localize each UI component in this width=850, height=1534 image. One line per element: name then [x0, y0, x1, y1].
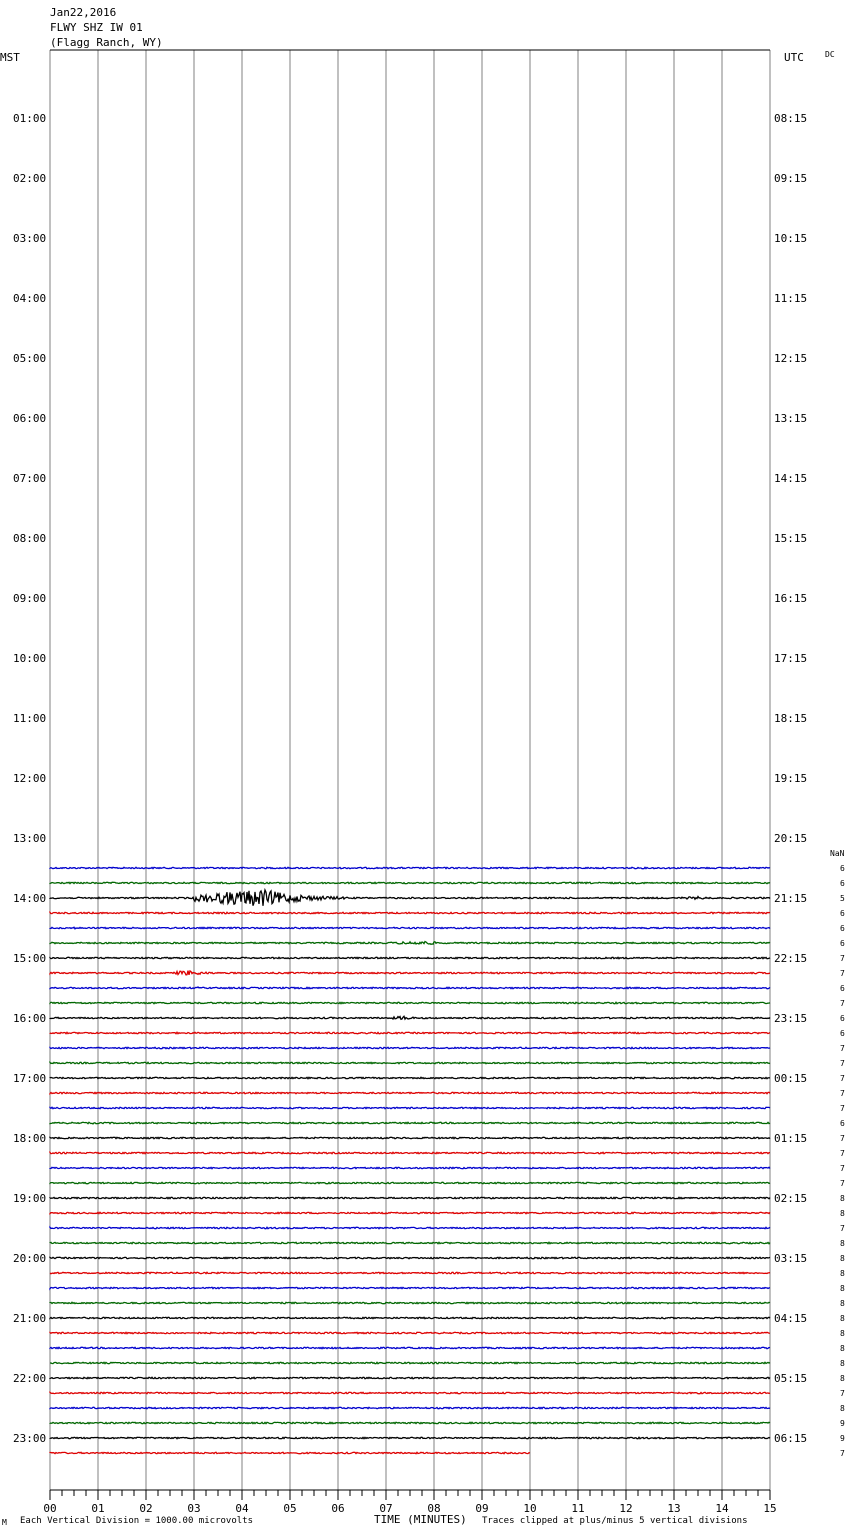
trace-line: [50, 1167, 770, 1168]
x-tick-label: 09: [475, 1502, 489, 1515]
trace-line: [50, 1002, 770, 1003]
hour-labels: [13, 112, 807, 1445]
mst-hour-label: 23:00: [13, 1432, 47, 1445]
header-station: FLWY SHZ IW 01: [50, 21, 143, 34]
trace-line: [50, 927, 770, 929]
trace-line: [50, 957, 770, 958]
trace-line: [50, 1197, 770, 1198]
mst-hour-label: 07:00: [13, 472, 47, 485]
trace-value-label: 9: [840, 1419, 845, 1428]
trace-value-label: 7: [840, 1179, 845, 1188]
trace-line: [50, 1287, 770, 1288]
trace-line: [50, 1377, 770, 1378]
x-axis-title: TIME (MINUTES): [374, 1513, 467, 1526]
mst-hour-label: 02:00: [13, 172, 47, 185]
footer-left-mark: M: [2, 1518, 7, 1527]
x-tick-label: 15: [763, 1502, 777, 1515]
mst-hour-label: 05:00: [13, 352, 47, 365]
x-tick-label: 14: [715, 1502, 729, 1515]
trace-value-label: 7: [840, 1134, 845, 1143]
utc-hour-label: 09:15: [774, 172, 808, 185]
trace-line: [50, 1332, 770, 1333]
trace-value-label: 7: [840, 1389, 845, 1398]
trace-values: [840, 864, 845, 1458]
utc-hour-label: 03:15: [774, 1252, 808, 1265]
x-tick-label: 04: [235, 1502, 249, 1515]
mst-hour-label: 04:00: [13, 292, 47, 305]
trace-value-label: 8: [840, 1314, 845, 1323]
trace-line: [50, 1182, 770, 1183]
trace-line: [50, 1032, 770, 1033]
trace-value-label: 6: [840, 909, 845, 918]
utc-hour-label: 05:15: [774, 1372, 808, 1385]
utc-hour-label: 14:15: [774, 472, 808, 485]
trace-line: [50, 1122, 770, 1124]
mst-hour-label: 16:00: [13, 1012, 47, 1025]
traces: [50, 867, 770, 1453]
utc-hour-label: 22:15: [774, 952, 808, 965]
header-location: (Flagg Ranch, WY): [50, 36, 163, 49]
trace-value-label: 8: [840, 1404, 845, 1413]
trace-value-label: 7: [840, 1089, 845, 1098]
trace-line: [50, 1452, 530, 1453]
trace-value-label: 6: [840, 1119, 845, 1128]
trace-value-label: 7: [840, 1449, 845, 1458]
utc-hour-label: 18:15: [774, 712, 808, 725]
x-tick-label: 06: [331, 1502, 345, 1515]
x-tick-label: 10: [523, 1502, 537, 1515]
trace-value-label: 7: [840, 1164, 845, 1173]
mst-hour-label: 10:00: [13, 652, 47, 665]
trace-line: [50, 1317, 770, 1318]
trace-value-label: 8: [840, 1254, 845, 1263]
trace-value-label: 8: [840, 1329, 845, 1338]
trace-line: [50, 1137, 770, 1138]
mst-hour-label: 12:00: [13, 772, 47, 785]
utc-hour-label: 11:15: [774, 292, 808, 305]
mst-hour-label: 13:00: [13, 832, 47, 845]
trace-line: [50, 1242, 770, 1243]
dc-label: DC: [825, 50, 835, 59]
x-tick-label: 13: [667, 1502, 681, 1515]
x-tick-label: 05: [283, 1502, 297, 1515]
trace-value-label: 6: [840, 864, 845, 873]
x-tick-label: 07: [379, 1502, 393, 1515]
trace-line: [50, 1422, 770, 1423]
nan-label: NaN: [830, 849, 845, 858]
utc-hour-label: 17:15: [774, 652, 808, 665]
trace-value-label: 7: [840, 1104, 845, 1113]
mst-hour-label: 01:00: [13, 112, 47, 125]
trace-value-label: 5: [840, 894, 845, 903]
mst-hour-label: 03:00: [13, 232, 47, 245]
trace-value-label: 8: [840, 1374, 845, 1383]
utc-hour-label: 21:15: [774, 892, 808, 905]
mst-hour-label: 18:00: [13, 1132, 47, 1145]
utc-hour-label: 16:15: [774, 592, 808, 605]
trace-value-label: 7: [840, 969, 845, 978]
utc-hour-label: 13:15: [774, 412, 808, 425]
trace-value-label: 8: [840, 1194, 845, 1203]
trace-value-label: 7: [840, 1074, 845, 1083]
trace-value-label: 6: [840, 879, 845, 888]
trace-line: [50, 1047, 770, 1048]
mst-hour-label: 20:00: [13, 1252, 47, 1265]
mst-hour-label: 22:00: [13, 1372, 47, 1385]
x-tick-label: 01: [91, 1502, 105, 1515]
trace-value-label: 8: [840, 1209, 845, 1218]
mst-hour-label: 09:00: [13, 592, 47, 605]
utc-hour-label: 12:15: [774, 352, 808, 365]
trace-line: [50, 1302, 770, 1303]
utc-hour-label: 23:15: [774, 1012, 808, 1025]
trace-line: [50, 1227, 770, 1228]
utc-hour-label: 06:15: [774, 1432, 808, 1445]
trace-value-label: 7: [840, 1149, 845, 1158]
trace-value-label: 6: [840, 924, 845, 933]
mst-hour-label: 14:00: [13, 892, 47, 905]
trace-value-label: 8: [840, 1239, 845, 1248]
x-tick-label: 00: [43, 1502, 57, 1515]
trace-line: [50, 1107, 770, 1108]
utc-hour-label: 19:15: [774, 772, 808, 785]
utc-hour-label: 02:15: [774, 1192, 808, 1205]
clip-note: Traces clipped at plus/minus 5 vertical divisions: [482, 1516, 748, 1526]
x-tick-label: 11: [571, 1502, 585, 1515]
x-tick-label: 12: [619, 1502, 633, 1515]
trace-value-label: 6: [840, 1014, 845, 1023]
scale-note: Each Vertical Division = 1000.00 microvolts: [20, 1516, 253, 1526]
trace-value-label: 6: [840, 984, 845, 993]
trace-line: [50, 1272, 770, 1273]
trace-line: [50, 1062, 770, 1063]
trace-line: [50, 1257, 770, 1258]
trace-line: [50, 1212, 770, 1213]
trace-value-label: 6: [840, 1029, 845, 1038]
trace-line: [50, 882, 770, 883]
trace-line: [50, 987, 770, 989]
trace-line: [50, 1016, 770, 1019]
utc-hour-label: 10:15: [774, 232, 808, 245]
utc-hour-label: 15:15: [774, 532, 808, 545]
trace-value-label: 7: [840, 1059, 845, 1068]
trace-line: [50, 1362, 770, 1363]
utc-hour-label: 20:15: [774, 832, 808, 845]
mst-hour-label: 19:00: [13, 1192, 47, 1205]
trace-line: [50, 1437, 770, 1438]
trace-value-label: 8: [840, 1269, 845, 1278]
trace-line: [50, 912, 770, 913]
mst-hour-label: 08:00: [13, 532, 47, 545]
mst-hour-label: 06:00: [13, 412, 47, 425]
trace-value-label: 8: [840, 1299, 845, 1308]
mst-hour-label: 11:00: [13, 712, 47, 725]
trace-value-label: 7: [840, 999, 845, 1008]
trace-line: [50, 971, 770, 975]
trace-line: [50, 1077, 770, 1078]
x-tick-label: 03: [187, 1502, 201, 1515]
trace-line: [50, 890, 770, 906]
mst-hour-label: 21:00: [13, 1312, 47, 1325]
trace-line: [50, 1092, 770, 1093]
trace-value-label: 8: [840, 1344, 845, 1353]
trace-line: [50, 1392, 770, 1393]
utc-hour-label: 00:15: [774, 1072, 808, 1085]
trace-value-label: 8: [840, 1359, 845, 1368]
trace-value-label: 9: [840, 1434, 845, 1443]
trace-value-label: 7: [840, 1044, 845, 1053]
mst-hour-label: 15:00: [13, 952, 47, 965]
left-axis-label: MST: [0, 51, 20, 64]
trace-value-label: 7: [840, 954, 845, 963]
trace-line: [50, 1347, 770, 1348]
x-tick-label: 02: [139, 1502, 153, 1515]
right-axis-label: UTC: [784, 51, 804, 64]
trace-line: [50, 867, 770, 868]
trace-value-label: 7: [840, 1224, 845, 1233]
utc-hour-label: 04:15: [774, 1312, 808, 1325]
header-date: Jan22,2016: [50, 6, 117, 19]
utc-hour-label: 01:15: [774, 1132, 808, 1145]
trace-value-label: 6: [840, 939, 845, 948]
utc-hour-label: 08:15: [774, 112, 808, 125]
x-tick-label: 08: [427, 1502, 441, 1515]
trace-line: [50, 942, 770, 945]
trace-line: [50, 1152, 770, 1153]
trace-value-label: 8: [840, 1284, 845, 1293]
trace-line: [50, 1407, 770, 1408]
x-axis: [43, 1490, 776, 1515]
mst-hour-label: 17:00: [13, 1072, 47, 1085]
